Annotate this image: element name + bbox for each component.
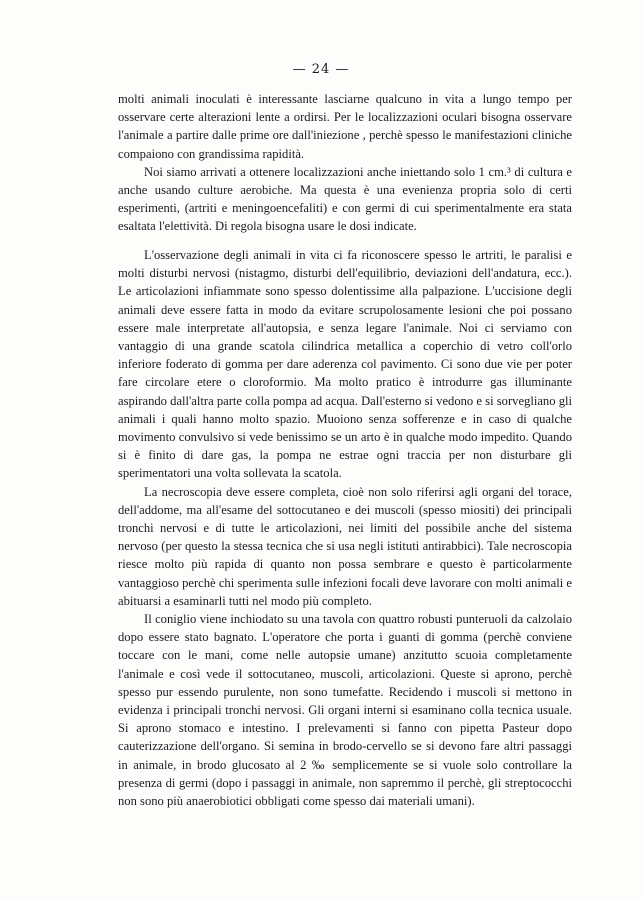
paragraph-3: L'osservazione degli animali in vita ci fa riconoscere spesso le artriti, le paralisi e molti disturbi nervosi (nistagmo, disturbi dell'equilibrio, deviazioni dell'andatura, ecc.). Le articolazioni infiammate sono spesso dolentissime alla palpazione. L'uccisione degli animali deve essere fatta in modo da evitare scrupolosamente lesioni che poi possano essere male interpretate all'autopsia, e senza legare l'animale. Noi ci serviamo con vantaggio di una grande scatola cilindrica metallica a coperchio di vetro coll'orlo inferiore foderato di gomma per dare aderenza col pavimento. Ci sono due vie per poter fare circolare etere o cloroformio. Ma molto pratico è introdurre gas illuminante aspirando dall'altra parte colla pompa ad acqua. Dall'esterno si vedono e si sorvegliano gli animali i quali hanno molto spazio. Muoiono senza sofferenze e in caso di qualche movimento convulsivo si vede benissimo se un arto è in qualche modo impedito. Quando si è finito di dare gas, la pompa ne estrae ogni traccia per non disturbare gli sperimentatori una volta sollevata la scatola.: [118, 248, 572, 481]
paragraph-5: Il coniglio viene inchiodato su una tavola con quattro robusti punteruoli da calzolaio dopo essere stato bagnato. L'operatore che porta i guanti di gomma (perchè conviene toccare con le mani, come nelle autopsie umane) anzitutto scuoia completamente l'animale e così vede il sottocutaneo, muscoli, articolazioni. Queste si aprono, perchè spesso pur essendo purulente, non sono tumefatte. Recidendo i muscoli si mettono in evidenza i principali tronchi nervosi. Gli organi interni si esaminano colla tecnica usuale. Si aprono stomaco e intestino. I prelevamenti si fanno con pipetta Pasteur dopo cauterizzazione dell'organo. Si semina in brodo-cervello se si devono fare altri passaggi in animale, in brodo glucosato al 2 ‰ semplicemente se si vuole solo controllare la presenza di germi (dopo i passaggi in animale, non sapremmo il perchè, gli streptococchi non sono più anaerobiotici obbligati come spesso dai materiali umani).: [118, 612, 572, 809]
page-number: — 24 —: [292, 62, 350, 77]
text-block-top: [118, 90, 572, 236]
paragraph-4: La necroscopia deve essere completa, cioè non solo riferirsi agli organi del torace, dell'addome, ma all'esame del sottocutaneo e dei muscoli (spesso miositi) dei principali tronchi nervosi e di tutte le articolazioni, nei limiti del possibile anche del sistema nervoso (per questo la stessa tecnica che si usa negli istituti antirabbici). Tale necroscopia riesce molto più rapida di quanto non possa sembrare e questo è particolarmente vantaggioso perchè chi sperimenta sulle infezioni focali deve lavorare con molti animali e abituarsi a esaminarli tutti nel modo più completo.: [118, 484, 572, 608]
paragraph-1: molti animali inoculati è interessante lasciarne qualcuno in vita a lungo tempo per osservare certe alterazioni lente a ordirsi. Per le localizzazioni oculari bisogna osservare l'animale a partire dalle prime ore dall'iniezione , perchè spesso le manifestazioni cliniche compaiono con grandissima rapidità.: [118, 92, 572, 161]
paragraph-2: Noi siamo arrivati a ottenere localizzazioni anche iniettando solo 1 cm.³ di cultura e anche usando culture aerobiche. Ma questa è una evenienza propria solo di certi esperimenti, (artriti e meningoencefaliti) e con germi di cui sperimentalmente era stata esaltata l'elettività. Di regola bisogna usare le dosi indicate.: [118, 164, 572, 234]
text-block-main: [118, 246, 572, 810]
